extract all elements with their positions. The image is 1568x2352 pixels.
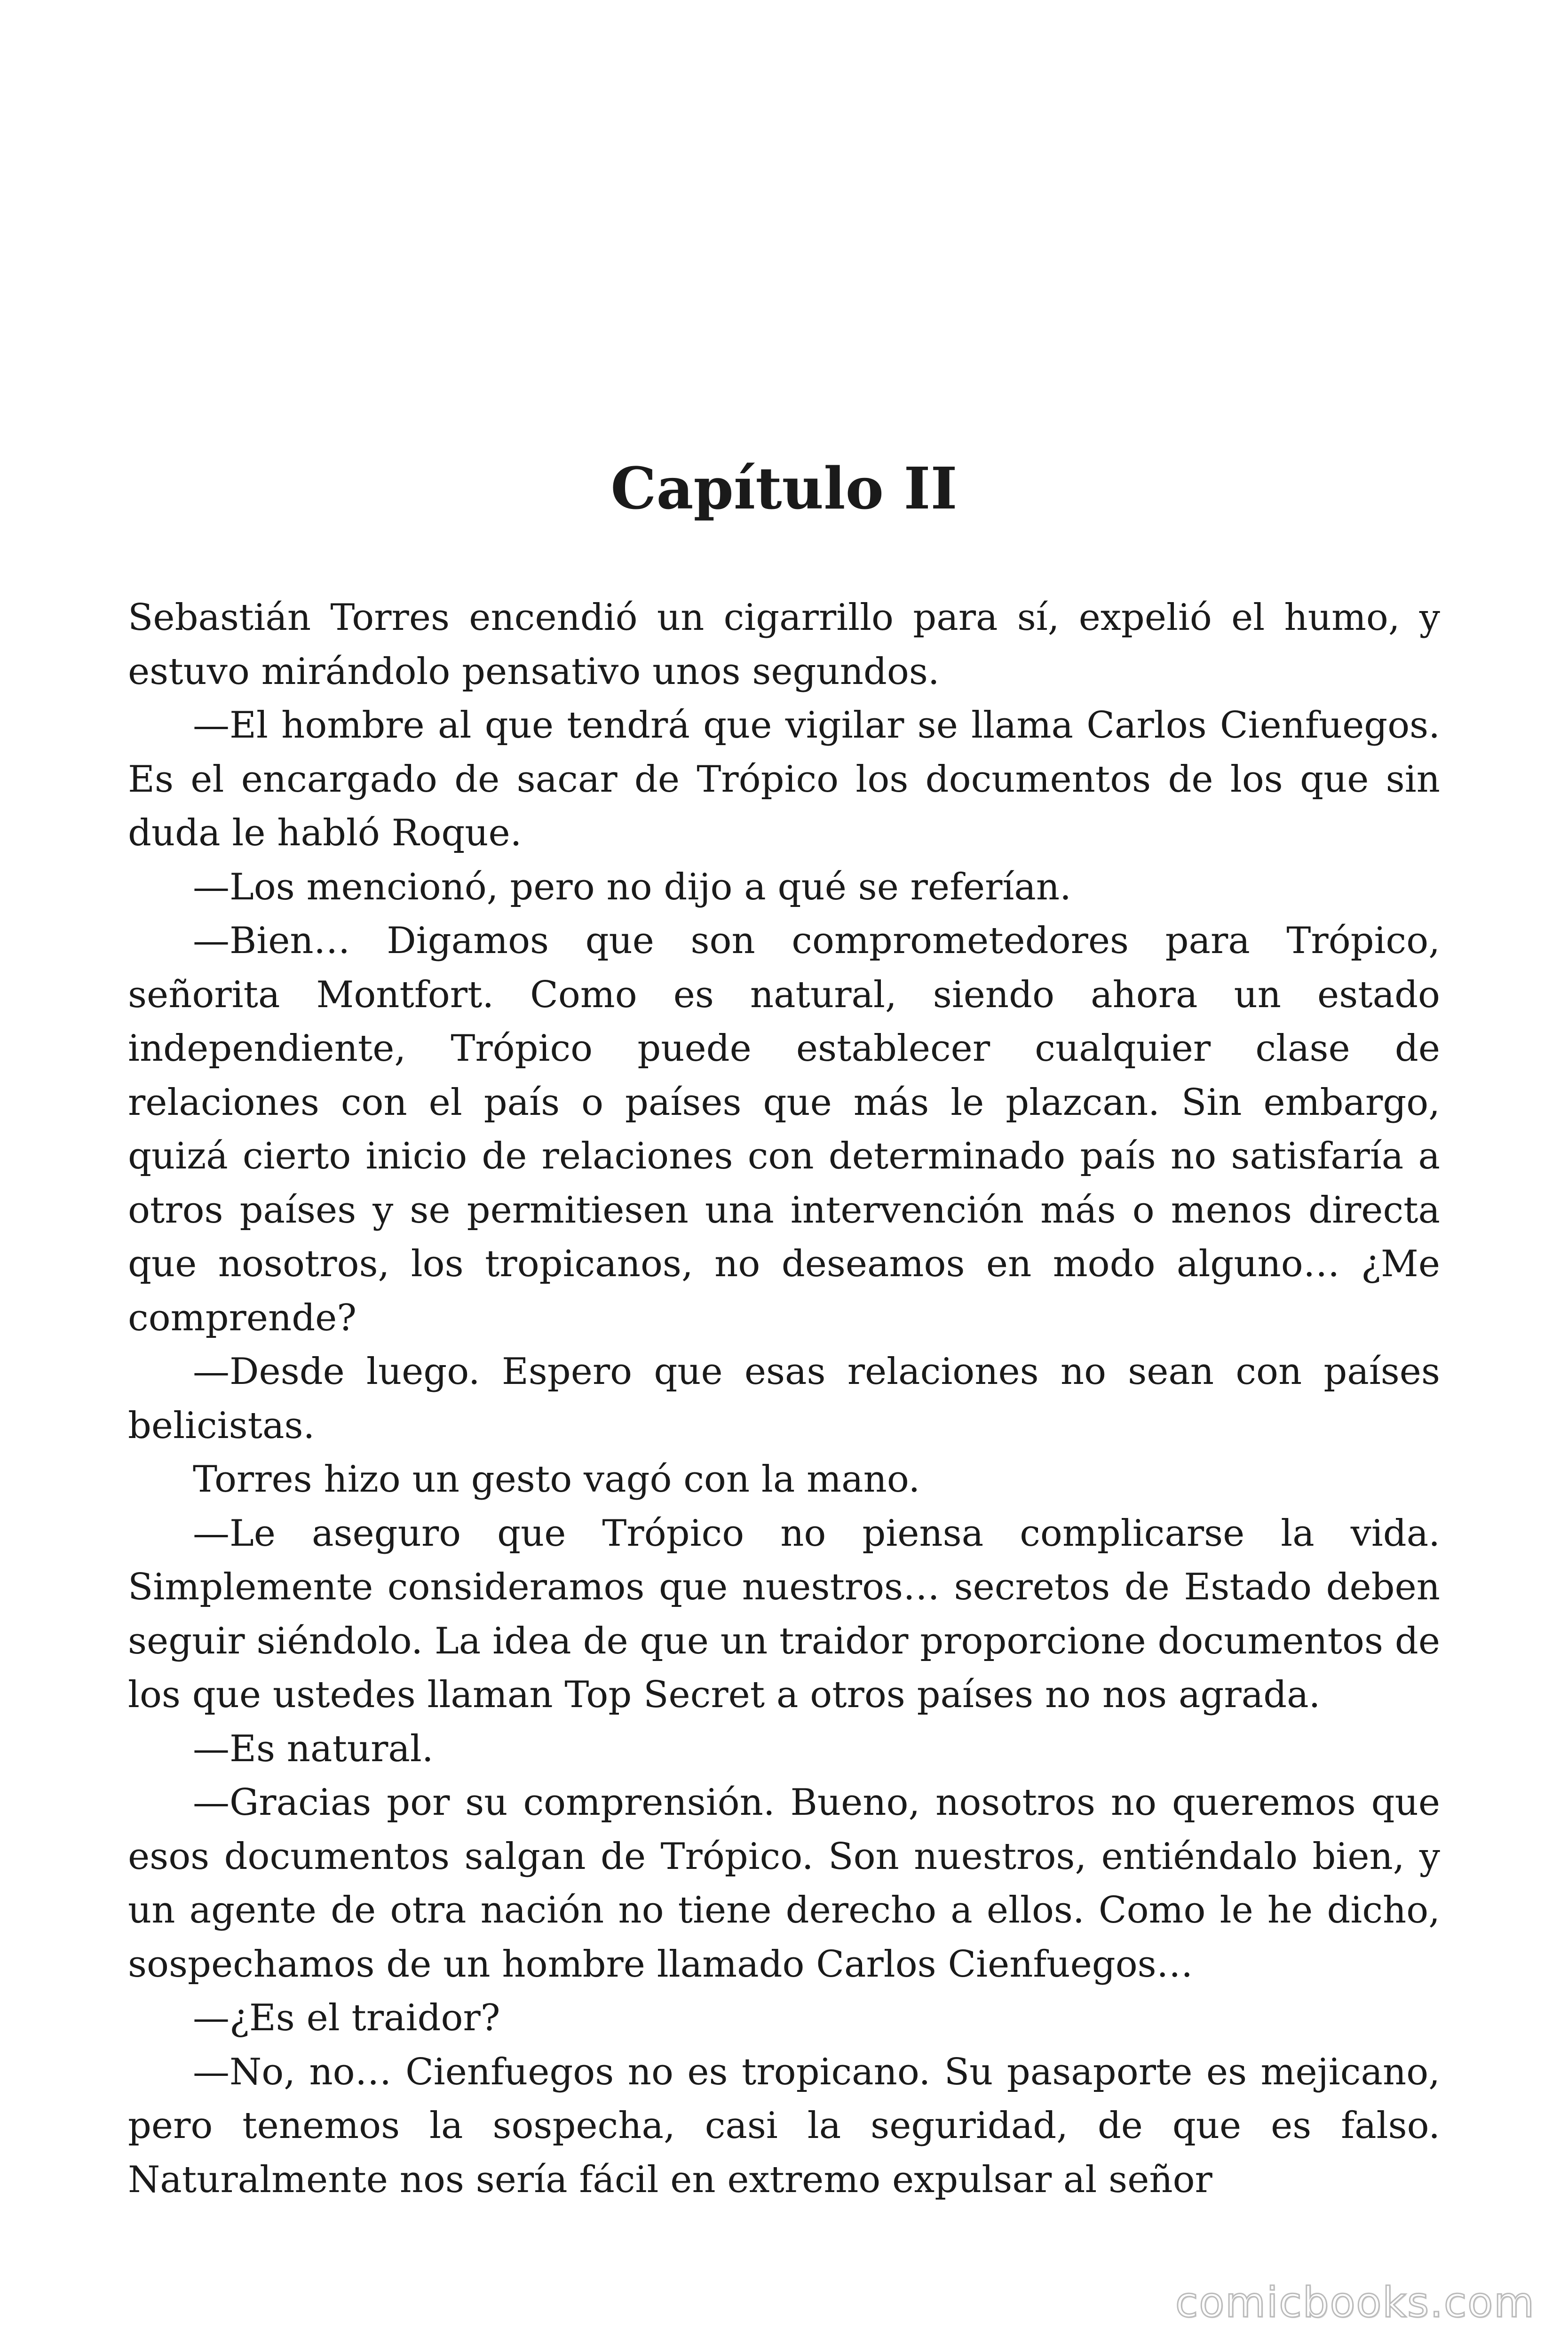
paragraph: —Desde luego. Espero que esas relaciones no sean con países belicistas. (128, 1351, 1440, 1447)
paragraph: —Bien… Digamos que son comprometedores para Trópico, señorita Montfort. Como es natural, siendo ahora un estado independiente, Trópico puede establecer cualquier clase de relaciones con el país o países que más le plazcan. Sin embargo, quizá cierto inicio de relaciones con determinado país no satisfaría a otros países y se permitiesen una intervención más o menos directa que nosotros, los tropicanos, no deseamos en modo alguno… ¿Me comprende? (128, 920, 1440, 1339)
chapter-title: Capítulo II (610, 454, 958, 522)
paragraph: —¿Es el traidor? (193, 1997, 500, 2039)
paragraph: —No, no… Cienfuegos no es tropicano. Su pasaporte es mejicano, pero tenemos la sospecha, casi la seguridad, de que es falso. Naturalmente nos sería fácil en extremo expulsar al señor (128, 2050, 1440, 2201)
paragraph: Sebastián Torres encendió un cigarrillo para sí, expelió el humo, y estuvo mirándolo pensativo unos segundos. (128, 596, 1440, 693)
watermark: comicbooks.com (1175, 2278, 1535, 2327)
paragraph: —Le aseguro que Trópico no piensa complicarse la vida. Simplemente consideramos que nuestros… secretos de Estado deben seguir siéndolo. La idea de que un traidor proporcione documentos de los que ustedes llaman Top Secret a otros países no nos agrada. (128, 1512, 1440, 1716)
paragraph: —Es natural. (193, 1727, 434, 1770)
paragraph: —Los mencionó, pero no dijo a qué se referían. (193, 866, 1071, 908)
chapter-body (128, 591, 1440, 2207)
paragraph: —Gracias por su comprensión. Bueno, nosotros no queremos que esos documentos salgan de Trópico. Son nuestros, entiéndalo bien, y un agente de otra nación no tiene derecho a ellos. Como le he dicho, sospechamos de un hombre llamado Carlos Cienfuegos… (128, 1781, 1440, 1986)
paragraph: Torres hizo un gesto vagó con la mano. (193, 1458, 920, 1501)
paragraph: —El hombre al que tendrá que vigilar se llama Carlos Cienfuegos. Es el encargado de sacar de Trópico los documentos de los que sin duda le habló Roque. (128, 704, 1440, 854)
